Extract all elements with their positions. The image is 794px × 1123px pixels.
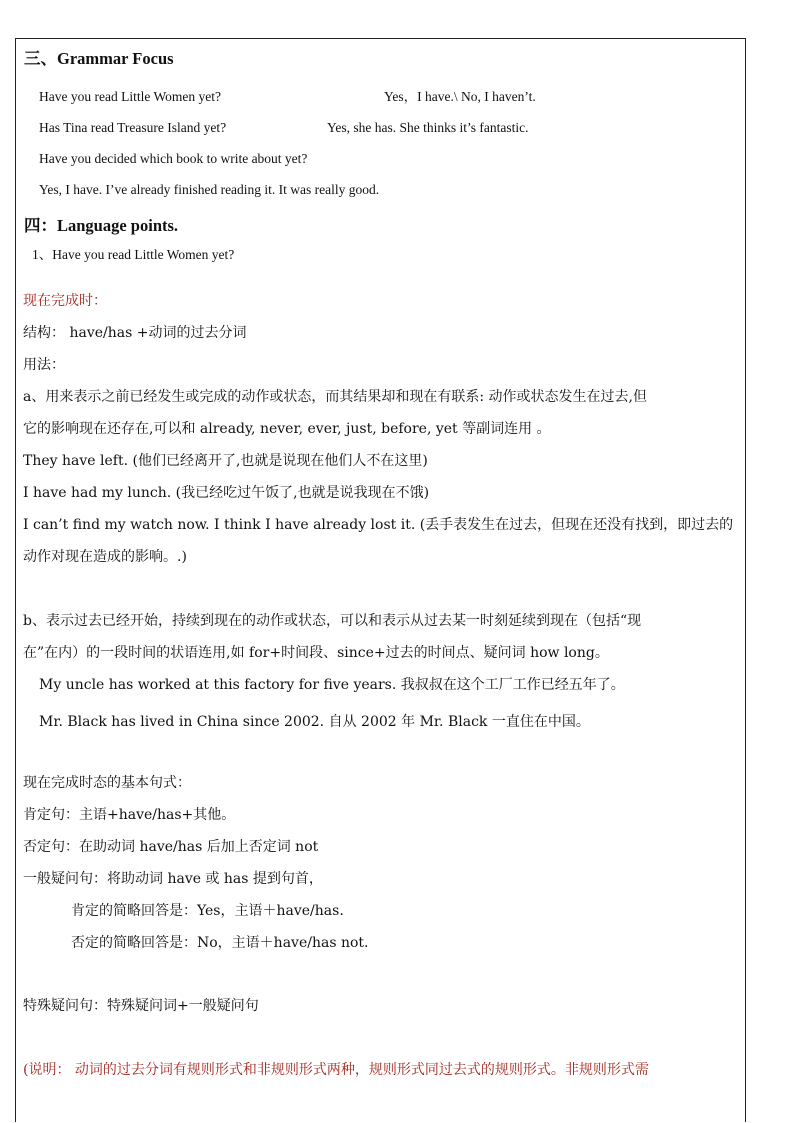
grammar-question-1: Have you read Little Women yet? [39, 89, 221, 104]
short-answer-no: 否定的简略回答是：No，主语＋have/has not. [71, 935, 369, 951]
present-perfect-title: 现在完成时： [23, 293, 107, 309]
example-mr-black-china: Mr. Black has lived in China since 2002. 自从 2002 年 Mr. Black 一直住在中国。 [39, 714, 590, 730]
grammar-answer-3: Yes, I have. I’ve already finished reading it. It was really good. [39, 182, 380, 197]
language-point-1: 1、Have you read Little Women yet? [32, 247, 235, 262]
example-lost-watch-line-2: 动作对现在造成的影响。.) [23, 549, 187, 565]
example-they-have-left: They have left. (他们已经离开了,也就是说现在他们人不在这里) [23, 453, 428, 469]
general-question-pattern: 一般疑问句：将助动词 have 或 has 提到句首， [23, 871, 323, 887]
grammar-question-3: Have you decided which book to write about yet? [39, 151, 308, 166]
section-heading-language-points: 四：Language points. [24, 216, 179, 235]
grammar-answer-2: Yes, she has. She thinks it’s fantastic. [327, 120, 529, 135]
short-answer-yes: 肯定的简略回答是：Yes，主语＋have/has. [71, 903, 344, 919]
negative-pattern: 否定句：在助动词 have/has 后加上否定词 not [23, 839, 319, 855]
present-perfect-structure: 结构： have/has +动词的过去分词 [23, 325, 247, 341]
usage-a-line-1: a、用来表示之前已经发生或完成的动作或状态，而其结果却和现在有联系: 动作或状态发生在过去,但 [23, 389, 647, 405]
grammar-question-2: Has Tina read Treasure Island yet? [39, 120, 227, 135]
sentence-patterns-title: 现在完成时态的基本句式： [23, 775, 191, 791]
affirmative-pattern: 肯定句：主语+have/has+其他。 [23, 807, 236, 823]
grammar-answer-1: Yes，I have.\ No, I haven’t. [384, 89, 536, 104]
content-table-cell [15, 38, 746, 1122]
example-lost-watch-line-1: I can’t find my watch now. I think I have already lost it. (丢手表发生在过去，但现在还没有找到，即过去的 [23, 517, 734, 533]
section-heading-grammar-focus: 三、Grammar Focus [24, 49, 174, 68]
explanation-note: (说明： 动词的过去分词有规则形式和非规则形式两种，规则形式同过去式的规则形式。非规则形式需 [23, 1062, 649, 1078]
example-had-lunch: I have had my lunch. (我已经吃过午饭了,也就是说我现在不饿) [23, 485, 430, 501]
usage-a-line-2: 它的影响现在还存在,可以和 already, never, ever, just, before, yet 等副词连用 。 [23, 421, 551, 437]
special-question-pattern: 特殊疑问句：特殊疑问词+一般疑问句 [23, 998, 259, 1014]
present-perfect-usage-label: 用法： [23, 357, 65, 373]
example-uncle-factory: My uncle has worked at this factory for five years. 我叔叔在这个工厂工作已经五年了。 [39, 677, 625, 693]
usage-b-line-2: 在”在内）的一段时间的状语连用,如 for+时间段、since+过去的时间点、疑问词 how long。 [23, 645, 609, 661]
usage-b-line-1: b、表示过去已经开始，持续到现在的动作或状态，可以和表示从过去某一时刻延续到现在（包括“现 [23, 613, 642, 629]
